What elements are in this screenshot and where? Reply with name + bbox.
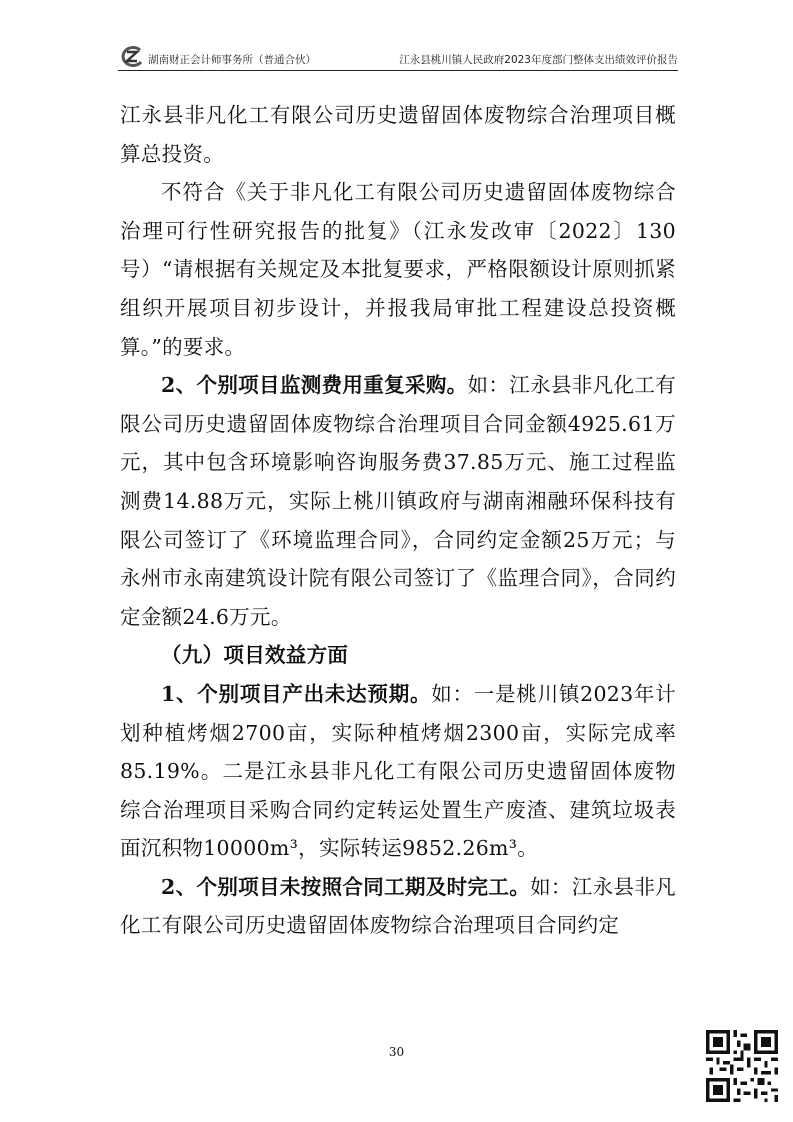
paragraph-lead: 2、个别项目监测费用重复采购。 <box>161 373 468 398</box>
paragraph: 江永县非凡化工有限公司历史遗留固体废物综合治理项目概算总投资。 <box>120 103 676 166</box>
document-body <box>120 96 676 945</box>
firm-name: 湖南财正会计师事务所（普通合伙） <box>148 54 316 66</box>
paragraph: 2、个别项目监测费用重复采购。如：江永县非凡化工有限公司历史遗留固体废物综合治理项目合同金额4925.61万元，其中包含环境影响咨询服务费37.85万元、施工过程监测费14.88万元，实际上桃川镇政府与湖南湘融环保科技有限公司签订了《环境监理合同》，合同约定金额25万元；与永州市永南建筑设计院有限公司签订了《监理合同》，合同约定金额24.6万元。 <box>120 373 677 629</box>
paragraph-lead: 1、个别项目产出未达预期。 <box>161 681 432 706</box>
report-title: 江永县桃川镇人民政府2023年度部门整体支出绩效评价报告 <box>399 54 678 66</box>
paragraph-lead: 2、个别项目未按照合同工期及时完工。 <box>161 874 531 899</box>
page-header <box>118 44 678 71</box>
paragraph: 1、个别项目产出未达预期。如：一是桃川镇2023年计划种植烤烟2700亩，实际种植烤烟2300亩，实际完成率85.19%。二是江永县非凡化工有限公司历史遗留固体废物综合治理项目采购合同约定转运处置生产废渣、建筑垃圾表面沉积物10000m³，实际转运9852.26m³。 <box>120 681 676 861</box>
firm-logo-icon <box>118 44 146 68</box>
qr-code-icon <box>706 1030 778 1102</box>
page-number: 30 <box>388 1045 405 1059</box>
paragraph: 2、个别项目未按照合同工期及时完工。如：江永县非凡化工有限公司历史遗留固体废物综合治理项目合同约定 <box>120 874 676 938</box>
paragraph: 不符合《关于非凡化工有限公司历史遗留固体废物综合治理可行性研究报告的批复》（江永发改审〔2022〕130号）“请根据有关规定及本批复要求，严格限额设计原则抓紧组织开展项目初步设计，并报我局审批工程建设总投资概算。”的要求。 <box>120 180 676 359</box>
section-heading: （九）项目效益方面 <box>161 643 349 668</box>
